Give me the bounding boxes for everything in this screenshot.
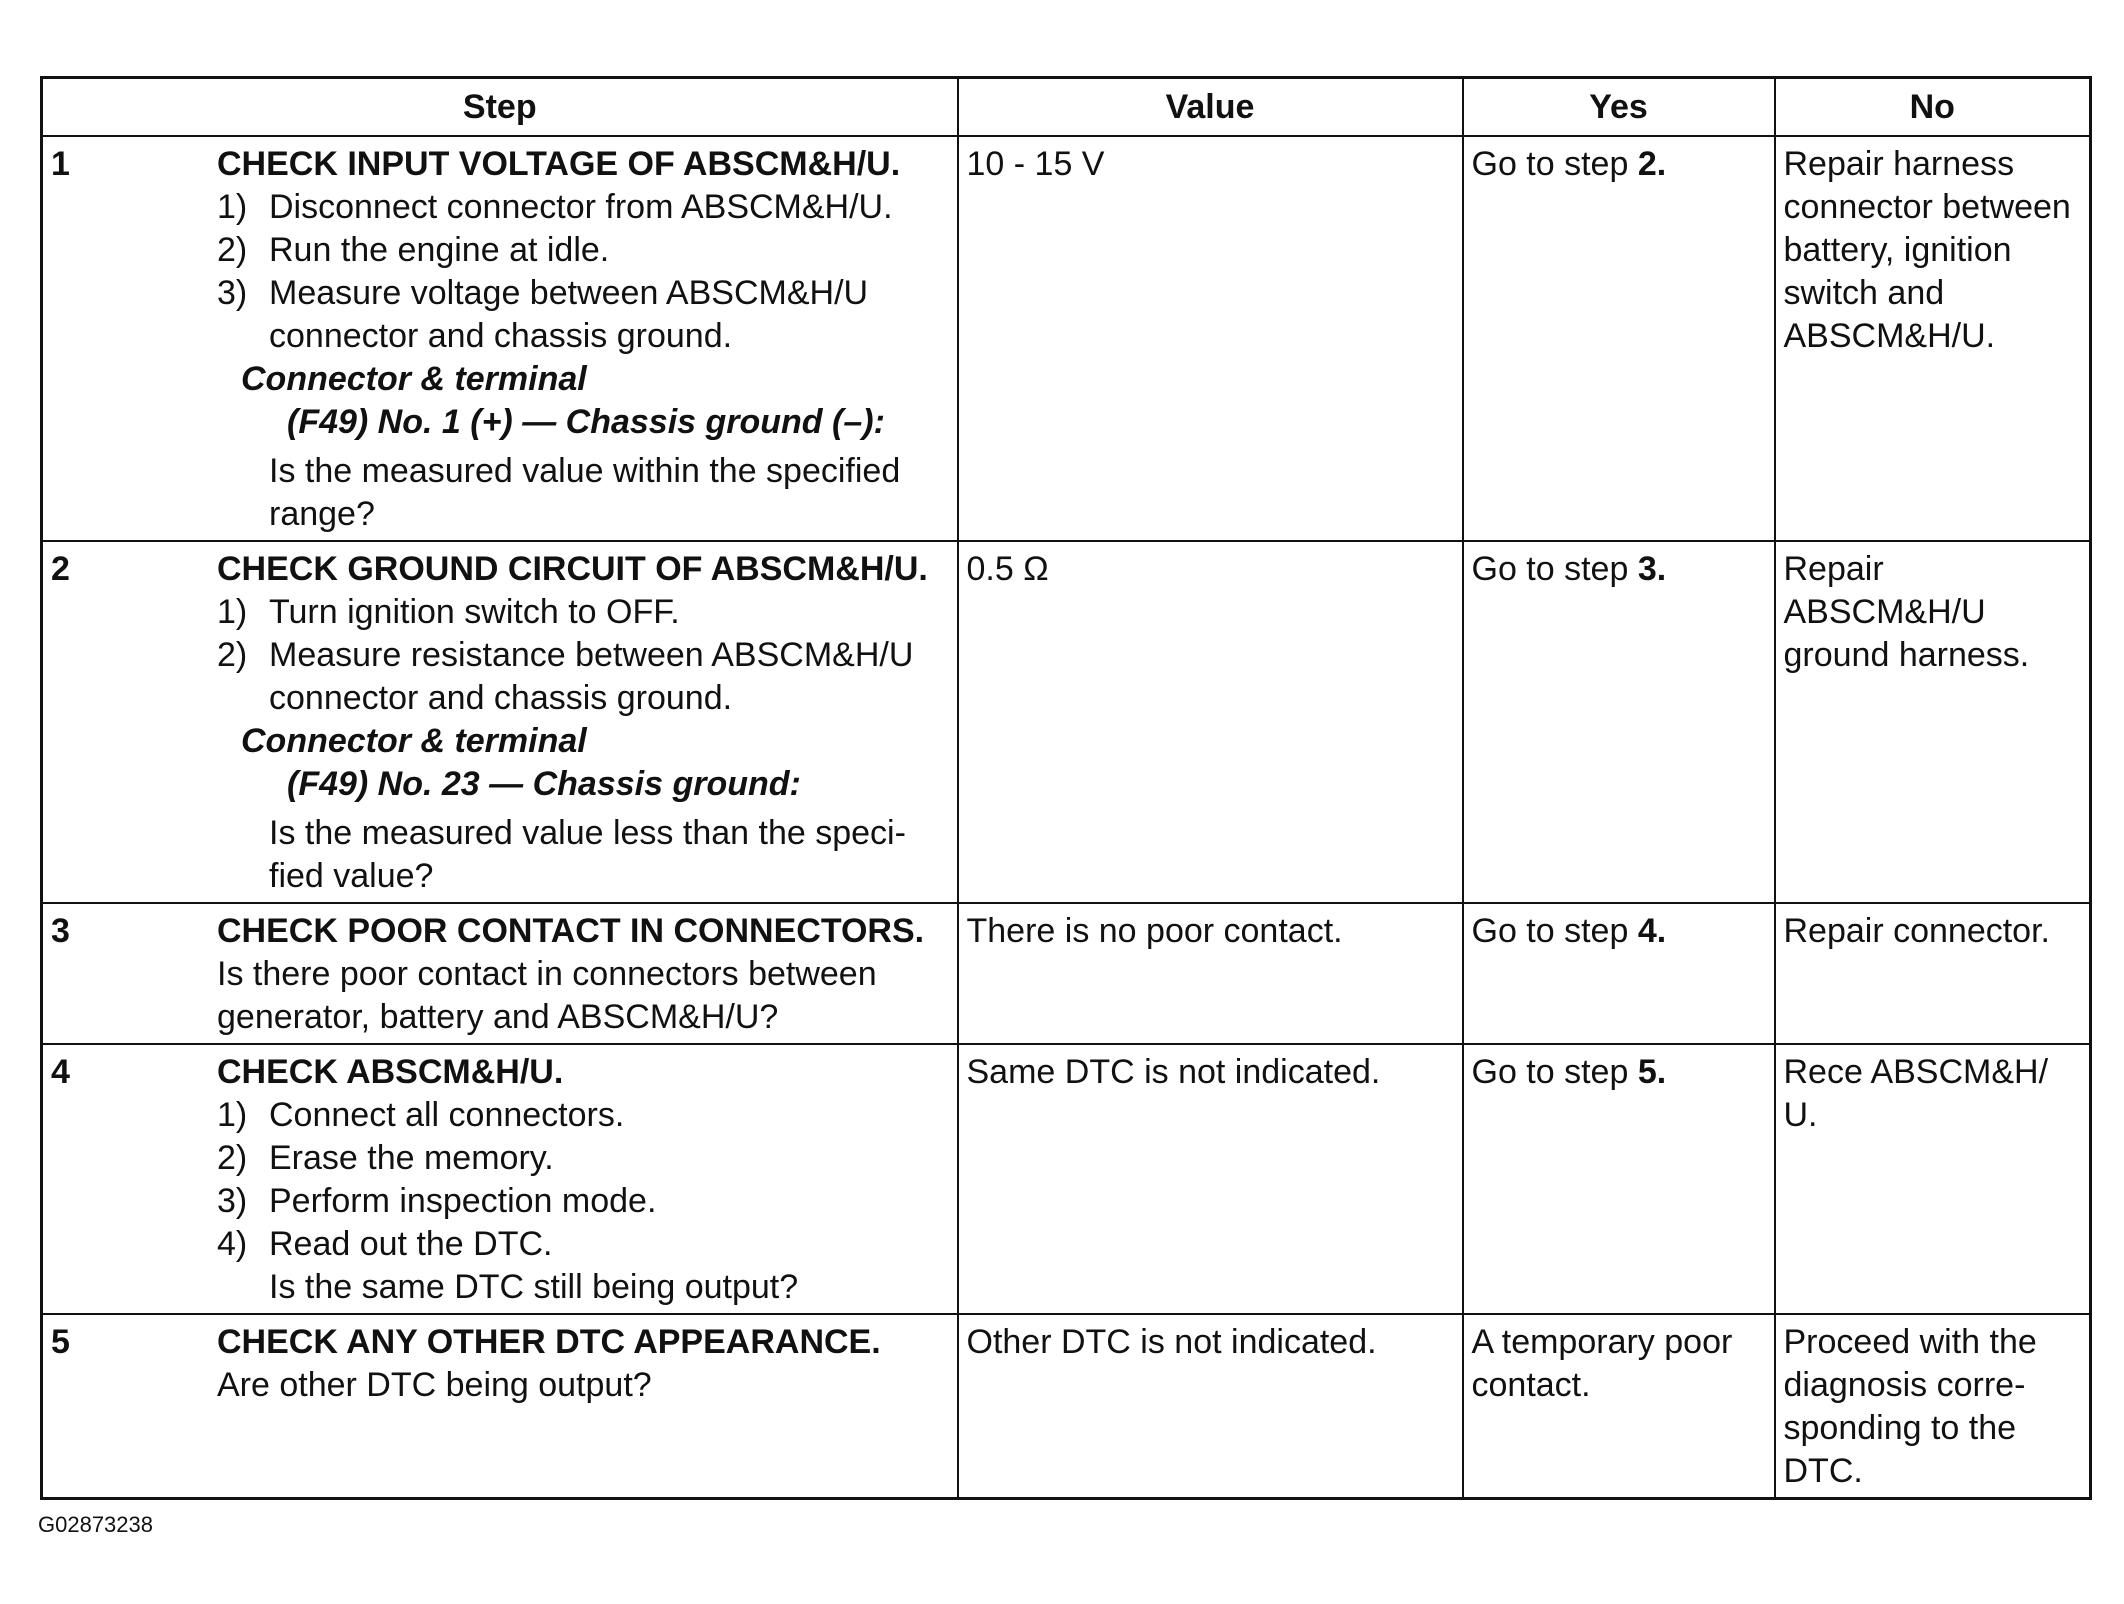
value-cell: There is no poor contact. bbox=[958, 903, 1463, 1044]
step-cell bbox=[42, 136, 958, 541]
yes-text: A temporary poor contact. bbox=[1471, 1323, 1733, 1404]
list-item: 2) Erase the memory. bbox=[217, 1139, 554, 1177]
yes-step-ref: 4. bbox=[1637, 912, 1667, 950]
step-question: Are other DTC being output? bbox=[217, 1366, 652, 1404]
step-question: Is there poor contact in connectors between generator, battery and ABSCM&H/U? bbox=[217, 955, 877, 1036]
step-title: CHECK POOR CONTACT IN CONNECTORS. bbox=[217, 912, 925, 950]
diagnostic-table bbox=[40, 76, 2092, 1500]
header-yes: Yes bbox=[1463, 78, 1775, 137]
list-item: 1) Disconnect connector from ABSCM&H/U. bbox=[217, 188, 893, 226]
step-title: CHECK ABSCM&H/U. bbox=[217, 1053, 564, 1091]
step-cell bbox=[42, 1044, 958, 1314]
yes-cell bbox=[1463, 903, 1775, 1044]
step-cell bbox=[42, 1314, 958, 1499]
list-item: 3) Measure voltage between ABSCM&H/U connector and chassis ground. bbox=[217, 274, 869, 355]
step-number: 3 bbox=[51, 912, 70, 950]
yes-cell bbox=[1463, 136, 1775, 541]
value-cell: Other DTC is not indicated. bbox=[958, 1314, 1463, 1499]
step-number: 1 bbox=[51, 145, 70, 183]
yes-cell bbox=[1463, 541, 1775, 903]
value-cell: 0.5 Ω bbox=[958, 541, 1463, 903]
table-row bbox=[42, 136, 2091, 541]
connector-spec: (F49) No. 23 — Chassis ground: bbox=[287, 765, 801, 803]
step-number: 5 bbox=[51, 1323, 70, 1361]
no-cell: Proceed with the diagnosis corre-sponding to the DTC. bbox=[1775, 1314, 2091, 1499]
yes-text: Go to step bbox=[1471, 550, 1638, 588]
yes-step-ref: 3. bbox=[1637, 550, 1667, 588]
header-row bbox=[42, 78, 2091, 137]
step-number: 4 bbox=[51, 1053, 70, 1091]
table-row bbox=[42, 1044, 2091, 1314]
step-cell bbox=[42, 903, 958, 1044]
yes-text: Go to step bbox=[1471, 145, 1638, 183]
yes-cell bbox=[1463, 1044, 1775, 1314]
list-item: 4) Read out the DTC. bbox=[217, 1225, 553, 1263]
value-cell: Same DTC is not indicated. bbox=[958, 1044, 1463, 1314]
list-item: 1) Connect all connectors. bbox=[217, 1096, 625, 1134]
list-item: 2) Measure resistance between ABSCM&H/U connector and chassis ground. bbox=[217, 636, 914, 717]
yes-text: Go to step bbox=[1471, 912, 1638, 950]
no-cell: Rece ABSCM&H/ U. bbox=[1775, 1044, 2091, 1314]
connector-label: Connector & terminal bbox=[241, 360, 587, 398]
connector-spec: (F49) No. 1 (+) — Chassis ground (–): bbox=[287, 403, 885, 441]
value-cell: 10 - 15 V bbox=[958, 136, 1463, 541]
step-number: 2 bbox=[51, 550, 70, 588]
no-cell: Repair ABSCM&H/U ground harness. bbox=[1775, 541, 2091, 903]
step-question: Is the measured value less than the speci-fied value? bbox=[269, 814, 906, 895]
no-cell: Repair harness connector between battery, ignition switch and ABSCM&H/U. bbox=[1775, 136, 2091, 541]
header-no: No bbox=[1775, 78, 2091, 137]
list-item: 1) Turn ignition switch to OFF. bbox=[217, 593, 680, 631]
step-title: CHECK ANY OTHER DTC APPEARANCE. bbox=[217, 1323, 881, 1361]
step-question: Is the same DTC still being output? bbox=[269, 1268, 799, 1306]
list-item: 2) Run the engine at idle. bbox=[217, 231, 610, 269]
table-row bbox=[42, 903, 2091, 1044]
table-row bbox=[42, 1314, 2091, 1499]
yes-cell bbox=[1463, 1314, 1775, 1499]
yes-step-ref: 2. bbox=[1637, 145, 1667, 183]
yes-text: Go to step bbox=[1471, 1053, 1638, 1091]
list-item: 3) Perform inspection mode. bbox=[217, 1182, 657, 1220]
document-id: G02873238 bbox=[38, 1512, 153, 1537]
connector-label: Connector & terminal bbox=[241, 722, 587, 760]
table-row bbox=[42, 541, 2091, 903]
yes-step-ref: 5. bbox=[1637, 1053, 1667, 1091]
header-value: Value bbox=[958, 78, 1463, 137]
step-title: CHECK INPUT VOLTAGE OF ABSCM&H/U. bbox=[217, 145, 901, 183]
header-step: Step bbox=[42, 78, 958, 137]
step-title: CHECK GROUND CIRCUIT OF ABSCM&H/U. bbox=[217, 550, 928, 588]
no-cell: Repair connector. bbox=[1775, 903, 2091, 1044]
step-question: Is the measured value within the specified range? bbox=[269, 452, 901, 533]
step-cell bbox=[42, 541, 958, 903]
